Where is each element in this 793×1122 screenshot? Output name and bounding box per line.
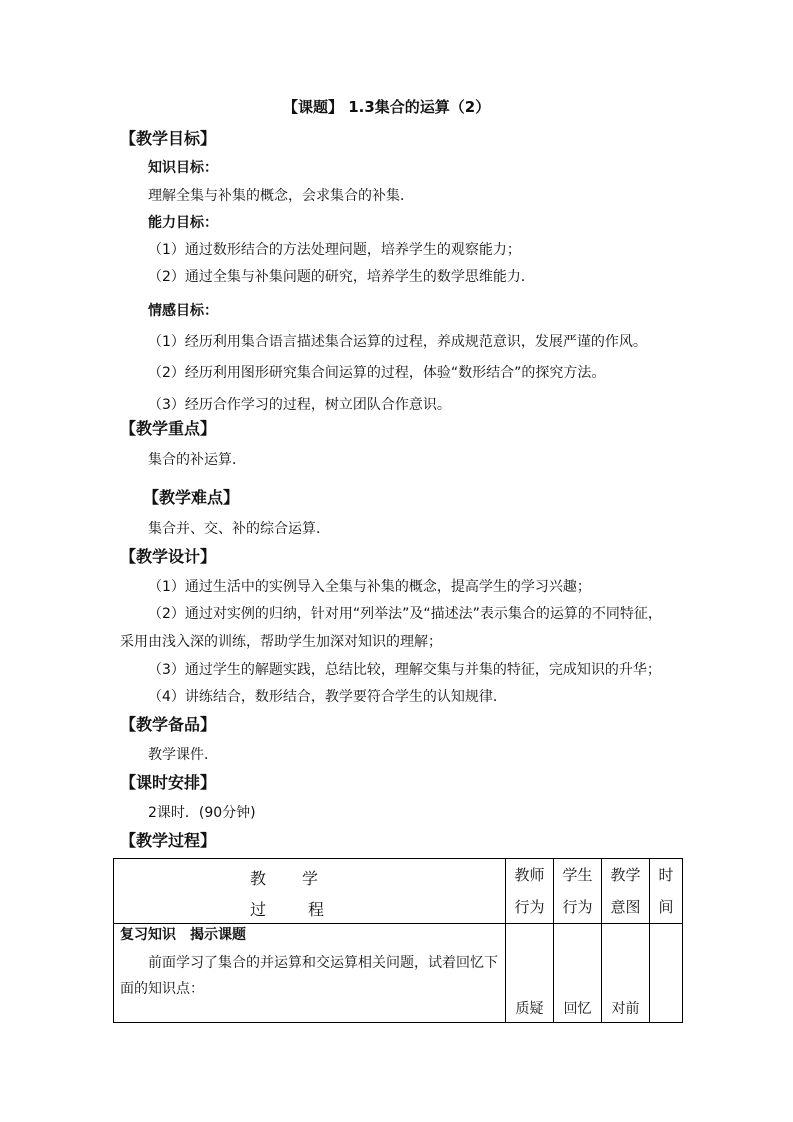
- row-title: 复习知识 揭示课题: [120, 927, 246, 943]
- knowledge-text: 理解全集与补集的概念，会求集合的补集．: [148, 188, 414, 204]
- difficulty-text: 集合并、交、补的综合运算．: [148, 521, 330, 537]
- emotion-item: （3）经历合作学习的过程，树立团队合作意识。: [148, 397, 451, 413]
- time-header-line: 时: [658, 866, 674, 884]
- header-char: 程: [308, 900, 325, 919]
- student-action-cell: [554, 924, 602, 1023]
- process-body-cell: [114, 924, 506, 1023]
- ability-label: 能力目标：: [148, 215, 218, 231]
- teacher-action: 质疑: [515, 1001, 544, 1017]
- emotion-item: （1）经历利用集合语言描述集合运算的过程，养成规范意识，发展严谨的作风。: [148, 334, 647, 350]
- knowledge-label: 知识目标：: [148, 160, 218, 176]
- table-row: [114, 924, 683, 1023]
- ability-item: （1）通过数形结合的方法处理问题，培养学生的观察能力；: [148, 242, 521, 258]
- process-header-cell: [114, 859, 506, 924]
- schedule-text: 2课时．(90分钟): [148, 805, 256, 821]
- student-action: 回忆: [563, 1001, 592, 1017]
- design-item: （2）通过对实例的归纳，针对用“列举法”及“描述法”表示集合的运算的不同特征，: [148, 606, 662, 622]
- teaching-process-table: [113, 858, 683, 1023]
- intent-header-cell: [602, 859, 650, 924]
- materials-heading: 【教学备品】: [120, 715, 217, 734]
- row-text-line: 前面学习了集合的并运算和交运算相关问题，试着回忆下: [148, 955, 498, 971]
- student-header-line: 学生: [562, 866, 593, 884]
- header-char: 学: [302, 869, 319, 888]
- time-header-line: 间: [658, 898, 674, 916]
- row-text-line: 面的知识点：: [120, 981, 204, 997]
- difficulty-heading: 【教学难点】: [143, 488, 240, 507]
- emotion-label: 情感目标：: [148, 303, 218, 319]
- teacher-header-cell: [506, 859, 554, 924]
- ability-item: （2）通过全集与补集问题的研究，培养学生的数学思维能力．: [148, 269, 535, 285]
- objectives-heading: 【教学目标】: [120, 129, 217, 148]
- header-char: 过: [250, 900, 267, 919]
- student-header-line: 行为: [562, 898, 593, 916]
- emotion-item: （2）经历利用图形研究集合间运算的过程，体验“数形结合”的探究方法。: [148, 365, 606, 381]
- teacher-action-cell: [506, 924, 554, 1023]
- teaching-intent: 对前: [611, 1001, 640, 1017]
- schedule-heading: 【课时安排】: [120, 773, 217, 792]
- key-point-text: 集合的补运算．: [148, 452, 246, 468]
- table-header-row: [114, 859, 683, 924]
- header-char: 教: [250, 869, 267, 888]
- teacher-header-line: 教师: [514, 866, 545, 884]
- design-item: （3）通过学生的解题实践，总结比较，理解交集与并集的特征，完成知识的升华；: [148, 662, 661, 678]
- student-header-cell: [554, 859, 602, 924]
- intent-cell: [602, 924, 650, 1023]
- materials-text: 教学课件．: [148, 747, 218, 763]
- time-cell: [650, 924, 683, 1023]
- time-header-cell: [650, 859, 683, 924]
- intent-header-line: 教学: [610, 866, 641, 884]
- process-heading: 【教学过程】: [120, 831, 217, 850]
- teacher-header-line: 行为: [514, 898, 545, 916]
- lesson-title: 【课题】 1.3集合的运算（2）: [283, 98, 491, 116]
- intent-header-line: 意图: [610, 898, 641, 916]
- design-item: （1）通过生活中的实例导入全集与补集的概念，提高学生的学习兴趣；: [148, 579, 591, 595]
- design-heading: 【教学设计】: [120, 547, 217, 566]
- design-item: 采用由浅入深的训练，帮助学生加深对知识的理解；: [120, 634, 442, 650]
- key-point-heading: 【教学重点】: [120, 419, 217, 438]
- design-item: （4）讲练结合，数形结合，教学要符合学生的认知规律．: [148, 689, 507, 705]
